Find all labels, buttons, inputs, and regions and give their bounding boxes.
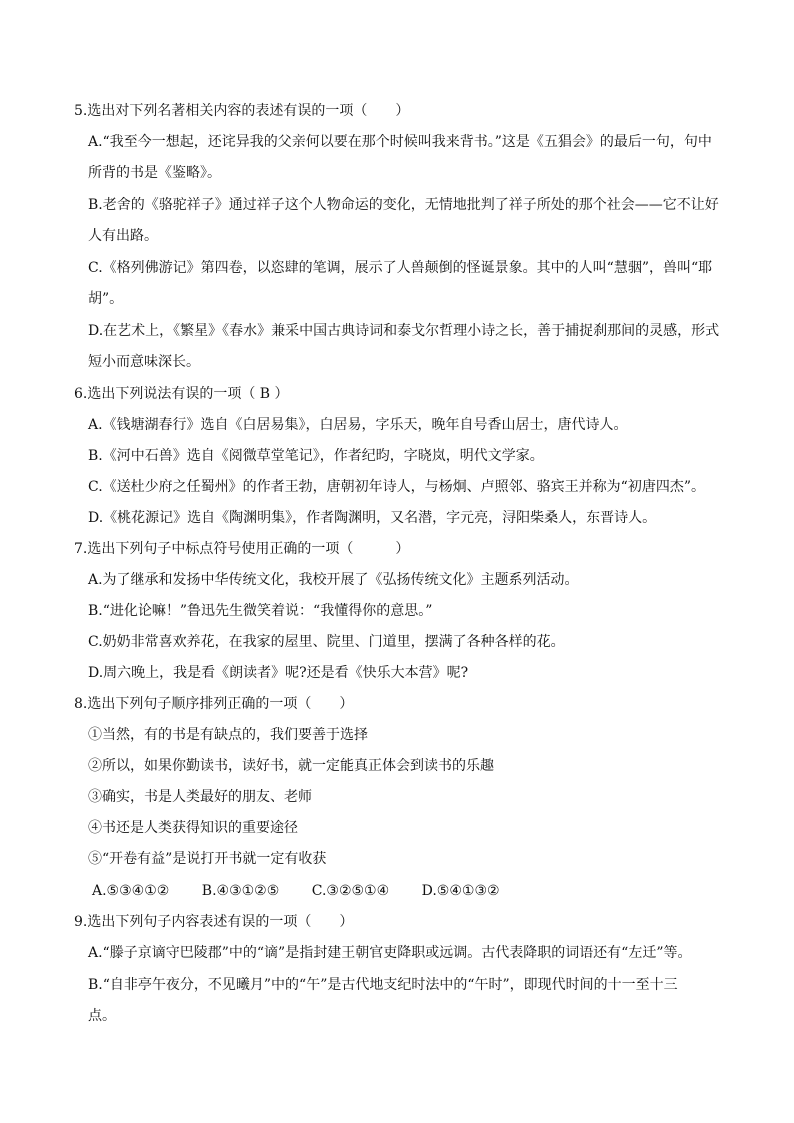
question-7-stem: 7.选出下列句子中标点符号使用正确的一项（ ） — [74, 541, 410, 557]
question-8-sentence-3: ③确实，书是人类最好的朋友、老师 — [88, 789, 312, 805]
question-5-option-a-line-2: 所背的书是《鉴略》。 — [88, 165, 221, 181]
question-5-option-c-line-1: C.《格列佛游记》第四卷，以恣肆的笔调，展示了人兽颠倒的怪诞景象。其中的人叫“慧骃”，兽叫“耶 — [88, 260, 713, 276]
question-8-stem: 8.选出下列句子顺序排列正确的一项（ ） — [74, 696, 354, 712]
question-9-option-b-line-1: B.“自非亭午夜分，不见曦月”中的“午”是古代地支纪时法中的“午时”，即现代时间的十一至十三 — [88, 977, 678, 993]
question-7-option-d: D.周六晚上，我是看《朗读者》呢?还是看《快乐大本营》呢? — [88, 665, 469, 681]
question-8-choices — [92, 881, 528, 901]
question-8-sentence-5: ⑤“开卷有益”是说打开书就一定有收获 — [88, 851, 327, 867]
question-7-option-b: B.“进化论嘛！”鲁迅先生微笑着说：“我懂得你的意思。” — [88, 603, 433, 619]
question-5-stem: 5.选出对下列名著相关内容的表述有误的一项（ ） — [74, 103, 410, 119]
question-8-sentence-1: ①当然，有的书是有缺点的，我们要善于选择 — [88, 727, 368, 743]
question-5-option-d-line-1: D.在艺术上，《繁星》《春水》兼采中国古典诗词和泰戈尔哲理小诗之长，善于捕捉刹那间的灵感，形式 — [88, 323, 720, 339]
question-8-sentence-4: ④书还是人类获得知识的重要途径 — [88, 820, 298, 836]
question-8-choice-c: C.③②⑤①④ — [311, 883, 390, 899]
question-8-choice-b: B.④③①②⑤ — [201, 883, 280, 899]
question-9-stem: 9.选出下列句子内容表述有误的一项（ ） — [74, 914, 354, 930]
question-8-choice-d: D.⑤④①③② — [421, 883, 500, 899]
question-7-option-c: C.奶奶非常喜欢养花，在我家的屋里、院里、门道里，摆满了各种各样的花。 — [88, 634, 565, 650]
question-5-option-a-line-1: A.“我至今一想起，还诧异我的父亲何以要在那个时候叫我来背书。”这是《五猖会》的最后一句，句中 — [88, 134, 712, 150]
question-5-option-c-line-2: 胡”。 — [88, 291, 124, 307]
question-6-option-b: B.《河中石兽》选自《阅微草堂笔记》，作者纪昀，字晓岚，明代文学家。 — [88, 448, 544, 464]
question-9-option-b-line-2: 点。 — [88, 1008, 116, 1024]
question-6-option-a: A.《钱塘湖春行》选自《白居易集》，白居易，字乐天，晚年自号香山居士，唐代诗人。 — [88, 417, 628, 433]
question-9-option-a: A.“滕子京谪守巴陵郡”中的“谪”是指封建王朝官吏降职或远调。古代表降职的词语还有“左迁”等。 — [88, 945, 692, 961]
question-5-option-b-line-1: B.老舍的《骆驼祥子》通过祥子这个人物命运的变化，无情地批判了祥子所处的那个社会——它不让好 — [88, 197, 719, 213]
question-6-option-c: C.《送杜少府之任蜀州》的作者王勃，唐朝初年诗人，与杨炯、卢照邻、骆宾王并称为“初唐四杰”。 — [88, 479, 705, 495]
question-8-sentence-2: ②所以，如果你勤读书，读好书，就一定能真正体会到读书的乐趣 — [88, 758, 494, 774]
question-6-stem: 6.选出下列说法有误的一项（ B ） — [74, 386, 289, 402]
question-6-option-d: D.《桃花源记》选自《陶渊明集》，作者陶渊明，又名潜，字元亮，浔阳柴桑人，东晋诗人。 — [88, 510, 657, 526]
question-5-option-b-line-2: 人有出路。 — [88, 228, 158, 244]
question-8-choice-a: A.⑤③④①② — [92, 883, 170, 899]
question-5-option-d-line-2: 短小而意味深长。 — [88, 354, 200, 370]
question-7-option-a: A.为了继承和发扬中华传统文化，我校开展了《弘扬传统文化》主题系列活动。 — [88, 572, 579, 588]
